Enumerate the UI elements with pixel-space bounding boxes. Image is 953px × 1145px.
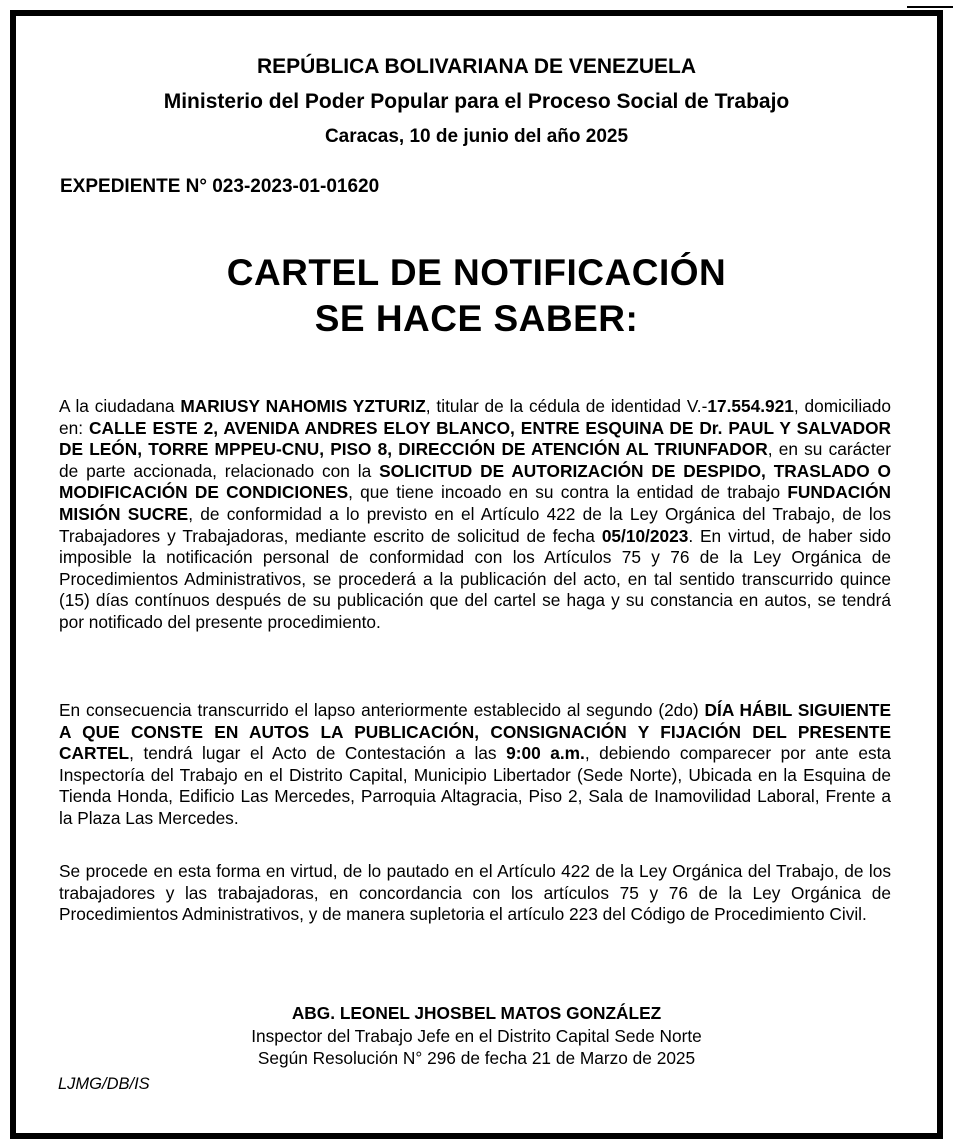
paragraph-notification: A la ciudadana MARIUSY NAHOMIS YZTURIZ, titular de la cédula de identidad V.-17.554.921, domiciliado en: CALLE ESTE 2, AVENIDA ANDRES ELOY BLANCO, ENTRE ESQUINA DE Dr. PAUL Y SALVADOR DE LEÓN, TORRE MPPEU-CNU, PISO 8, DIRECCIÓN DE ATENCIÓN AL TRIUNFADOR, en su carácter de parte accionada, relacionado con la SOLICITUD DE AUTORIZACIÓN DE DESPIDO, TRASLADO O MODIFICACIÓN DE CONDICIONES, que tiene incoado en su contra la entidad de trabajo FUNDACIÓN MISIÓN SUCRE, de conformidad a lo previsto en el Artículo 422 de la Ley Orgánica del Trabajo, de los Trabajadores y Trabajadoras, mediante escrito de solicitud de fecha 05/10/2023. En virtud, de haber sido imposible la notificación personal de conformidad con los Artículos 75 y 76 de la Ley Orgánica de Procedimientos Administrativos, se procederá a la publicación del acto, en tal sentido transcurrido quince (15) días contínuos después de su publicación que del cartel se haga y su constancia en autos, se tendrá por notificado del presente procedimiento.: [59, 396, 892, 632]
paragraph-legal-basis: Se procede en esta forma en virtud, de lo pautado en el Artículo 422 de la Ley Orgánica del Trabajo, de los trabajadores y las trabajadoras, en concordancia con los artículos 75 y 76 de la Ley Orgánica de Procedimientos Administrativos, y de manera supletoria el artículo 223 del Código de Procedimiento Civil.: [59, 861, 891, 925]
ministry-heading: Ministerio del Poder Popular para el Proceso Social de Trabajo: [163, 90, 790, 113]
notice-title: CARTEL DE NOTIFICACIÓN: [226, 252, 727, 293]
place-date: Caracas, 10 de junio del año 2025: [324, 126, 629, 147]
country-heading: REPÚBLICA BOLIVARIANA DE VENEZUELA: [256, 55, 697, 78]
signatory-name: ABG. LEONEL JHOSBEL MATOS GONZÁLEZ: [291, 1003, 662, 1023]
corner-mark: [907, 0, 953, 10]
signatory-role: Inspector del Trabajo Jefe en el Distrito Capital Sede Norte: [251, 1026, 702, 1046]
notice-subtitle: SE HACE SABER:: [314, 298, 639, 339]
expediente-number: EXPEDIENTE N° 023-2023-01-01620: [60, 176, 380, 197]
signatory-resolution: Según Resolución N° 296 de fecha 21 de Marzo de 2025: [257, 1048, 696, 1068]
paragraph-hearing: En consecuencia transcurrido el lapso anteriormente establecido al segundo (2do) DÍA HÁBIL SIGUIENTE A QUE CONSTE EN AUTOS LA PUBLICACIÓN, CONSIGNACIÓN Y FIJACIÓN DEL PRESENTE CARTEL, tendrá lugar el Acto de Contestación a las 9:00 a.m., debiendo comparecer por ante esta Inspectoría del Trabajo en el Distrito Capital, Municipio Libertador (Sede Norte), Ubicada en la Esquina de Tienda Honda, Edificio Las Mercedes, Parroquia Altagracia, Piso 2, Sala de Inamovilidad Laboral, Frente a la Plaza Las Mercedes.: [59, 700, 891, 828]
reference-initials: LJMG/DB/IS: [58, 1075, 150, 1093]
